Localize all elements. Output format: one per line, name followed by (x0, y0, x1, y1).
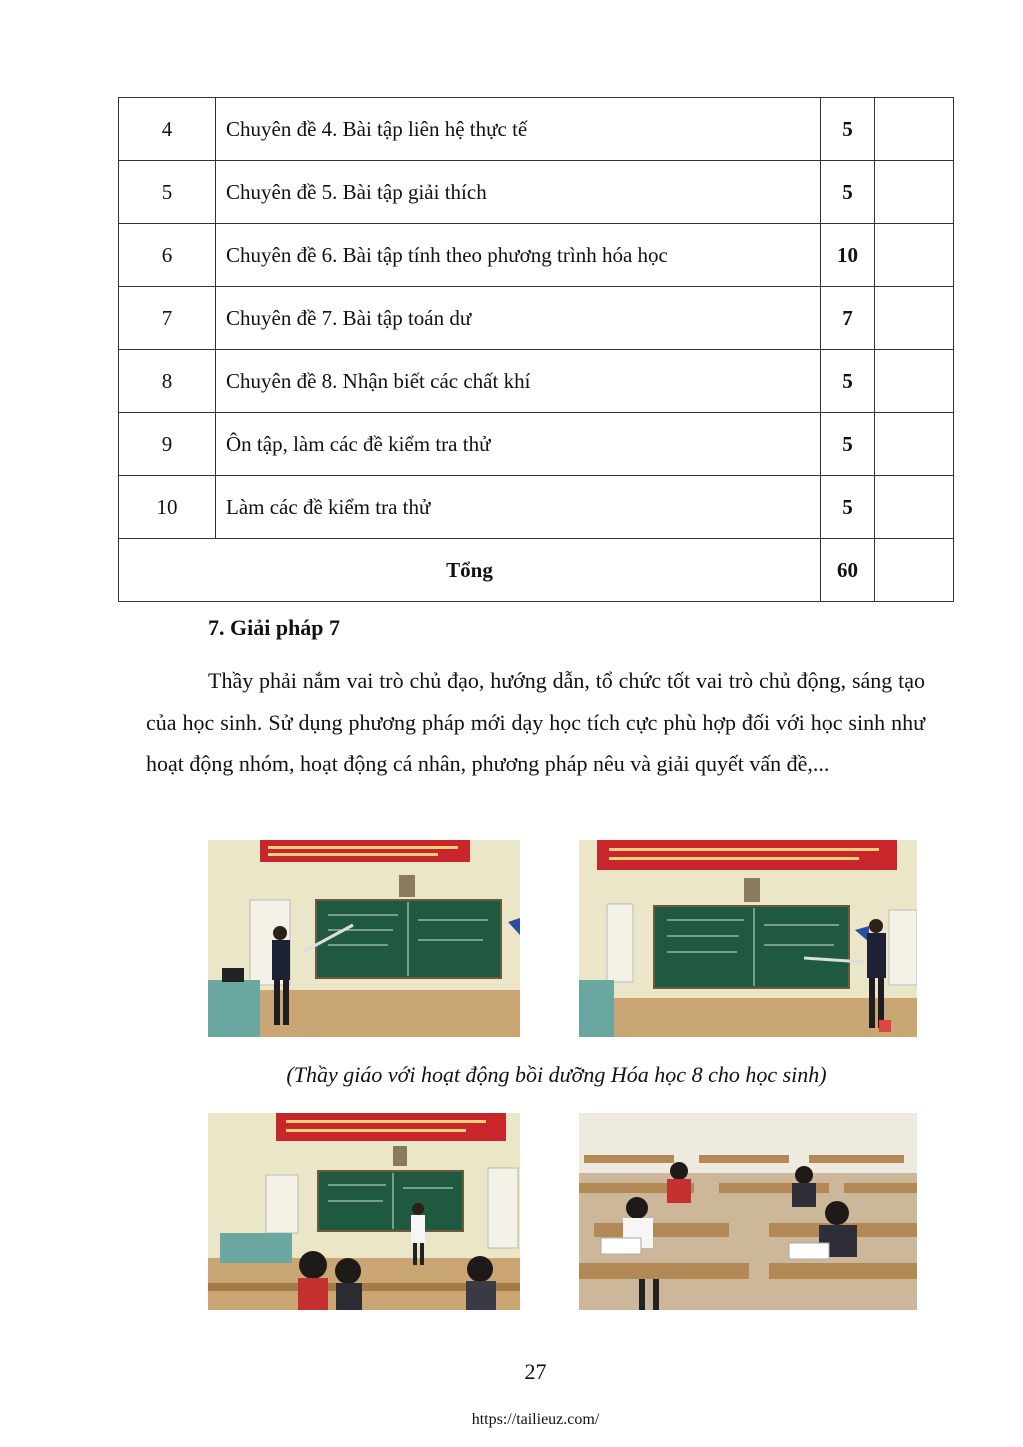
row-note (875, 224, 954, 287)
row-note (875, 476, 954, 539)
row-number: 6 (119, 224, 216, 287)
row-topic: Làm các đề kiểm tra thử (216, 476, 821, 539)
page-number: 27 (524, 1359, 547, 1384)
row-number: 7 (119, 287, 216, 350)
photo-teacher-at-board-right (579, 840, 917, 1037)
row-topic: Chuyên đề 7. Bài tập toán dư (216, 287, 821, 350)
row-topic: Chuyên đề 4. Bài tập liên hệ thực tế (216, 98, 821, 161)
row-note (875, 413, 954, 476)
table-total-row (119, 539, 954, 602)
table-row (119, 224, 954, 287)
total-label: Tổng (119, 539, 821, 602)
row-number: 5 (119, 161, 216, 224)
row-periods: 5 (821, 161, 875, 224)
section-heading: 7. Giải pháp 7 (208, 615, 341, 640)
row-number: 9 (119, 413, 216, 476)
row-note (875, 539, 954, 602)
row-number: 10 (119, 476, 216, 539)
row-topic: Chuyên đề 6. Bài tập tính theo phương trình hóa học (216, 224, 821, 287)
row-periods: 5 (821, 476, 875, 539)
row-number: 4 (119, 98, 216, 161)
row-note (875, 287, 954, 350)
row-topic: Chuyên đề 5. Bài tập giải thích (216, 161, 821, 224)
table-row (119, 476, 954, 539)
row-periods: 7 (821, 287, 875, 350)
row-periods: 5 (821, 413, 875, 476)
table-row (119, 350, 954, 413)
table-row (119, 287, 954, 350)
photo-students-at-desks (579, 1113, 917, 1310)
row-note (875, 350, 954, 413)
row-periods: 5 (821, 350, 875, 413)
table-row (119, 98, 954, 161)
section-paragraph: Thầy phải nắm vai trò chủ đạo, hướng dẫn, tổ chức tốt vai trò chủ động, sáng tạo của học sinh. Sử dụng phương pháp mới dạy học tích cực phù hợp đối với học sinh như hoạt động nhóm, hoạt động cá nhân, phương pháp nêu và giải quyết vấn đề,... (146, 668, 925, 776)
syllabus-table (118, 97, 954, 602)
row-note (875, 98, 954, 161)
row-periods: 10 (821, 224, 875, 287)
row-topic: Ôn tập, làm các đề kiểm tra thử (216, 413, 821, 476)
photo-teacher-at-board-left (208, 840, 520, 1037)
table-row (119, 413, 954, 476)
footer-url: https://tailieuz.com/ (471, 1411, 600, 1428)
row-note (875, 161, 954, 224)
row-topic: Chuyên đề 8. Nhận biết các chất khí (216, 350, 821, 413)
table-row (119, 161, 954, 224)
photo-caption: (Thầy giáo với hoạt động bồi dưỡng Hóa học 8 cho học sinh) (286, 1062, 827, 1087)
total-value: 60 (821, 539, 875, 602)
row-number: 8 (119, 350, 216, 413)
photo-student-at-board (208, 1113, 520, 1310)
row-periods: 5 (821, 98, 875, 161)
